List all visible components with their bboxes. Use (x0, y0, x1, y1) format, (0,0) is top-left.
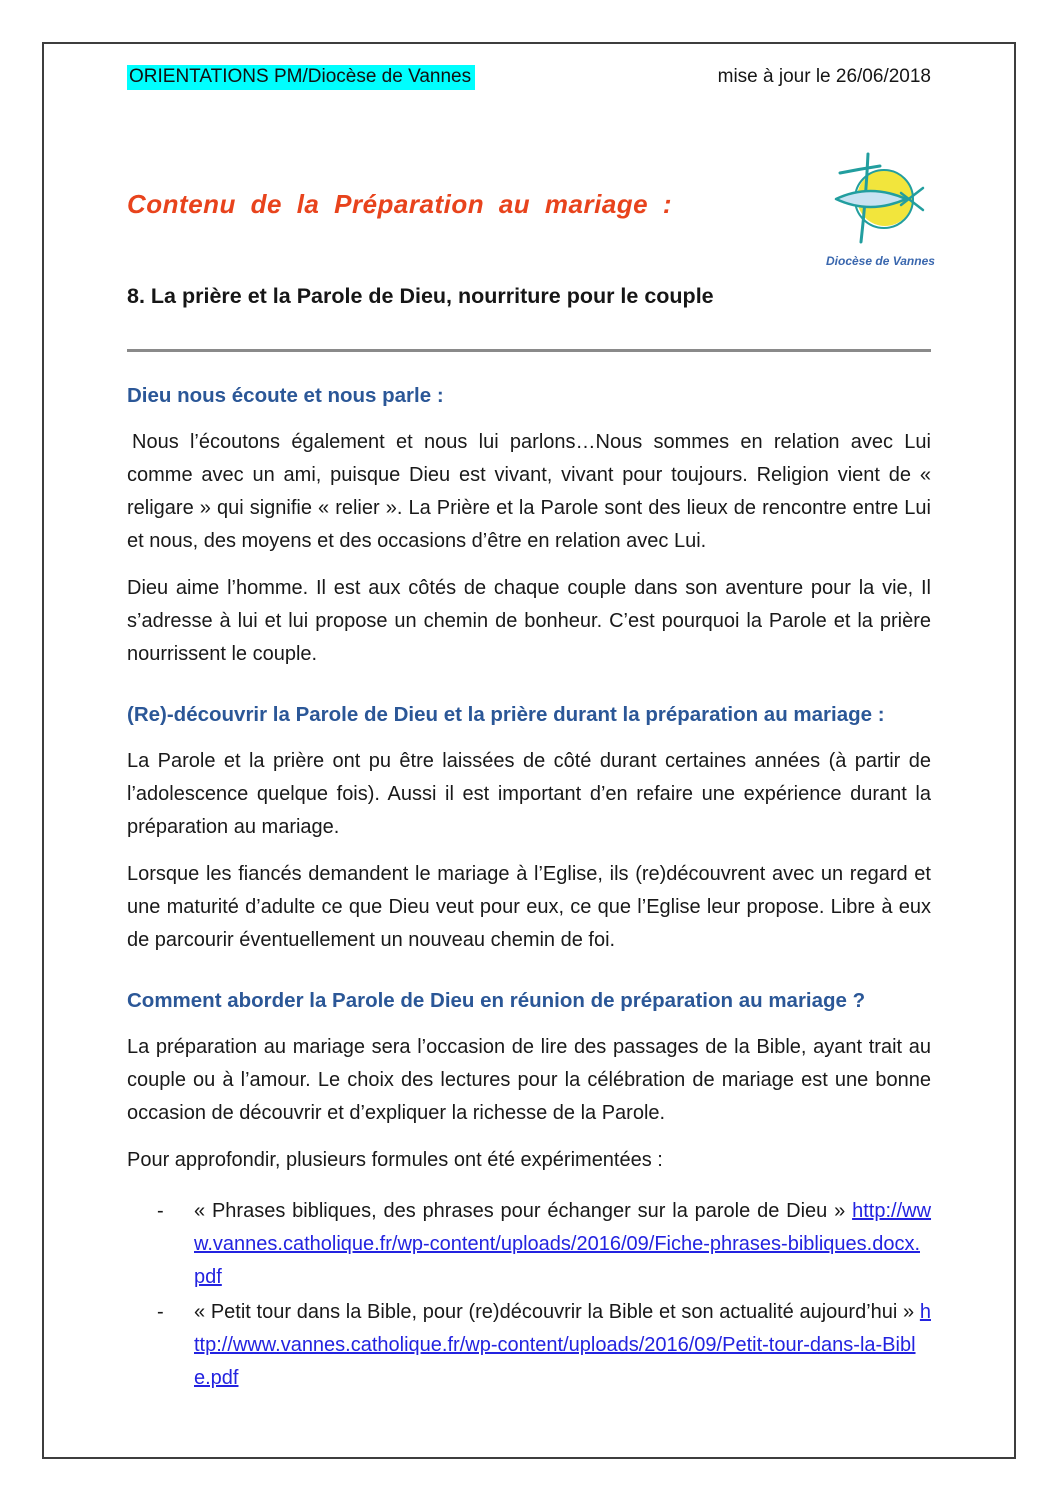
page-header (127, 65, 931, 90)
horizontal-divider (127, 349, 931, 352)
link-petit-tour-dans-la-bible[interactable]: http://www.vannes.catholique.fr/wp-content/uploads/2016/09/Petit-tour-dans-la-Bible.pdf (194, 1301, 931, 1389)
diocese-logo-icon (828, 148, 928, 252)
update-date: mise à jour le 26/06/2018 (717, 66, 931, 87)
link-fiche-phrases-bibliques[interactable]: http://www.vannes.catholique.fr/wp-content/uploads/2016/09/Fiche-phrases-bibliques.docx.pdf (194, 1200, 932, 1288)
paragraph: Nous l’écoutons également et nous lui parlons…Nous sommes en relation avec Lui comme avec un ami, puisque Dieu est vivant, vivant pour toujours. Religion vient de « religare » qui signifie « relier ». La Prière et la Parole sont des lieux de rencontre entre Lui et nous, des moyens et des occasions d’être en relation avec Lui. (127, 431, 931, 552)
paragraph: La préparation au mariage sera l’occasion de lire des passages de la Bible, ayant trait au couple ou à l’amour. Le choix des lectures pour la célébration de mariage est une bonne occasion de découvrir et d’expliquer la richesse de la Parole. (127, 1036, 931, 1124)
sub-heading-2: (Re)-découvrir la Parole de Dieu et la prière durant la préparation au mariage : (127, 703, 885, 726)
bullet-list (127, 1195, 931, 1395)
bullet-body (194, 1195, 931, 1294)
bullet-marker: - (157, 1200, 164, 1222)
sub-heading-1: Dieu nous écoute et nous parle : (127, 384, 444, 407)
bullet-text: « Phrases bibliques, des phrases pour échanger sur la parole de Dieu » (194, 1200, 846, 1222)
main-title: Contenu de la Préparation au mariage : (127, 189, 672, 219)
paragraph: Lorsque les fiancés demandent le mariage à l’Eglise, ils (re)découvrent avec un regard et une maturité d’adulte ce que Dieu veut pour eux, ce que l’Eglise leur propose. Libre à eux de parcourir éventuellement un nouveau chemin de foi. (127, 863, 931, 951)
section-title: 8. La prière et la Parole de Dieu, nourriture pour le couple (127, 284, 714, 308)
paragraph: Dieu aime l’homme. Il est aux côtés de chaque couple dans son aventure pour la vie, Il s’adresse à lui et lui propose un chemin de bonheur. C’est pourquoi la Parole et la prière nourrissent le couple. (127, 577, 931, 665)
logo-caption: Diocèse de Vannes (826, 254, 935, 268)
document-page (42, 42, 1016, 1459)
paragraph: Pour approfondir, plusieurs formules ont été expérimentées : (127, 1149, 663, 1171)
paragraph: La Parole et la prière ont pu être laissées de côté durant certaines années (à partir de l’adolescence quelque fois). Aussi il est important d’en refaire une expérience durant la préparation au mariage. (127, 750, 931, 838)
sub-heading-3: Comment aborder la Parole de Dieu en réunion de préparation au mariage ? (127, 989, 866, 1012)
doc-reference-highlighted: ORIENTATIONS PM/Diocèse de Vannes (127, 65, 475, 90)
list-item (127, 1296, 931, 1395)
list-item (127, 1195, 931, 1294)
bullet-body (194, 1296, 931, 1395)
bullet-text: « Petit tour dans la Bible, pour (re)découvrir la Bible et son actualité aujourd’hui » (194, 1301, 915, 1323)
bullet-marker: - (157, 1301, 164, 1323)
diocese-logo (826, 148, 935, 268)
